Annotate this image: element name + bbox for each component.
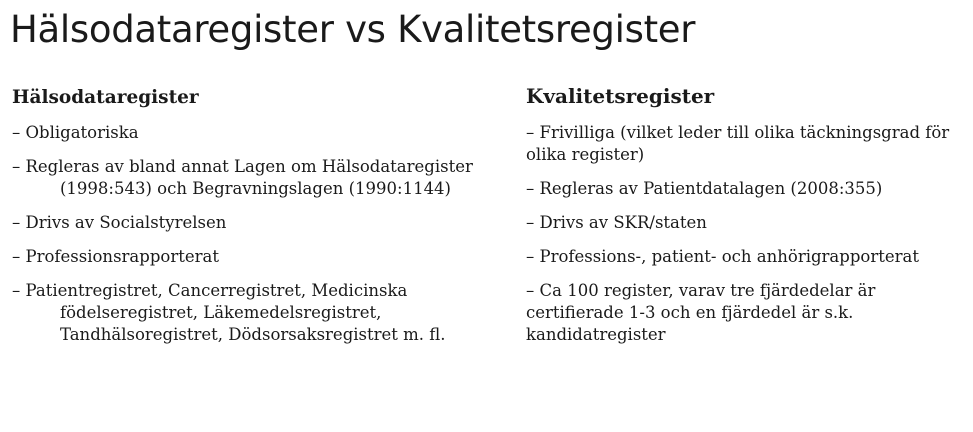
list-item: – Professions-, patient- och anhörigrapporterat: [526, 247, 919, 266]
health-data-register-column: [12, 86, 482, 358]
list-item: – Professionsrapporterat: [12, 247, 219, 266]
list-item: – Regleras av bland annat Lagen om Hälsodataregister (1998:543) och Begravningslagen (1990:1144): [12, 157, 473, 198]
health-data-register-list: [12, 122, 482, 346]
list-item: – Drivs av Socialstyrelsen: [12, 213, 227, 232]
list-item: – Regleras av Patientdatalagen (2008:355): [526, 179, 883, 198]
list-item: – Frivilliga (vilket leder till olika täckningsgrad för olika register): [526, 123, 950, 164]
quality-register-heading: Kvalitetsregister: [526, 84, 715, 108]
quality-register-list: [526, 122, 970, 346]
health-data-register-heading: Hälsodataregister: [12, 87, 199, 108]
list-item: – Patientregistret, Cancerregistret, Medicinska födelseregistret, Läkemedelsregistret, Tandhälsoregistret, Dödsorsaksregistret m. fl.: [12, 281, 446, 344]
quality-register-column: [526, 84, 970, 358]
list-item: – Ca 100 register, varav tre fjärdedelar är certifierade 1-3 och en fjärdedel är s.k. kandidatregister: [526, 281, 876, 344]
list-item: – Obligatoriska: [12, 123, 139, 142]
slide-title: Hälsodataregister vs Kvalitetsregister: [10, 8, 696, 51]
list-item: – Drivs av SKR/staten: [526, 213, 707, 232]
